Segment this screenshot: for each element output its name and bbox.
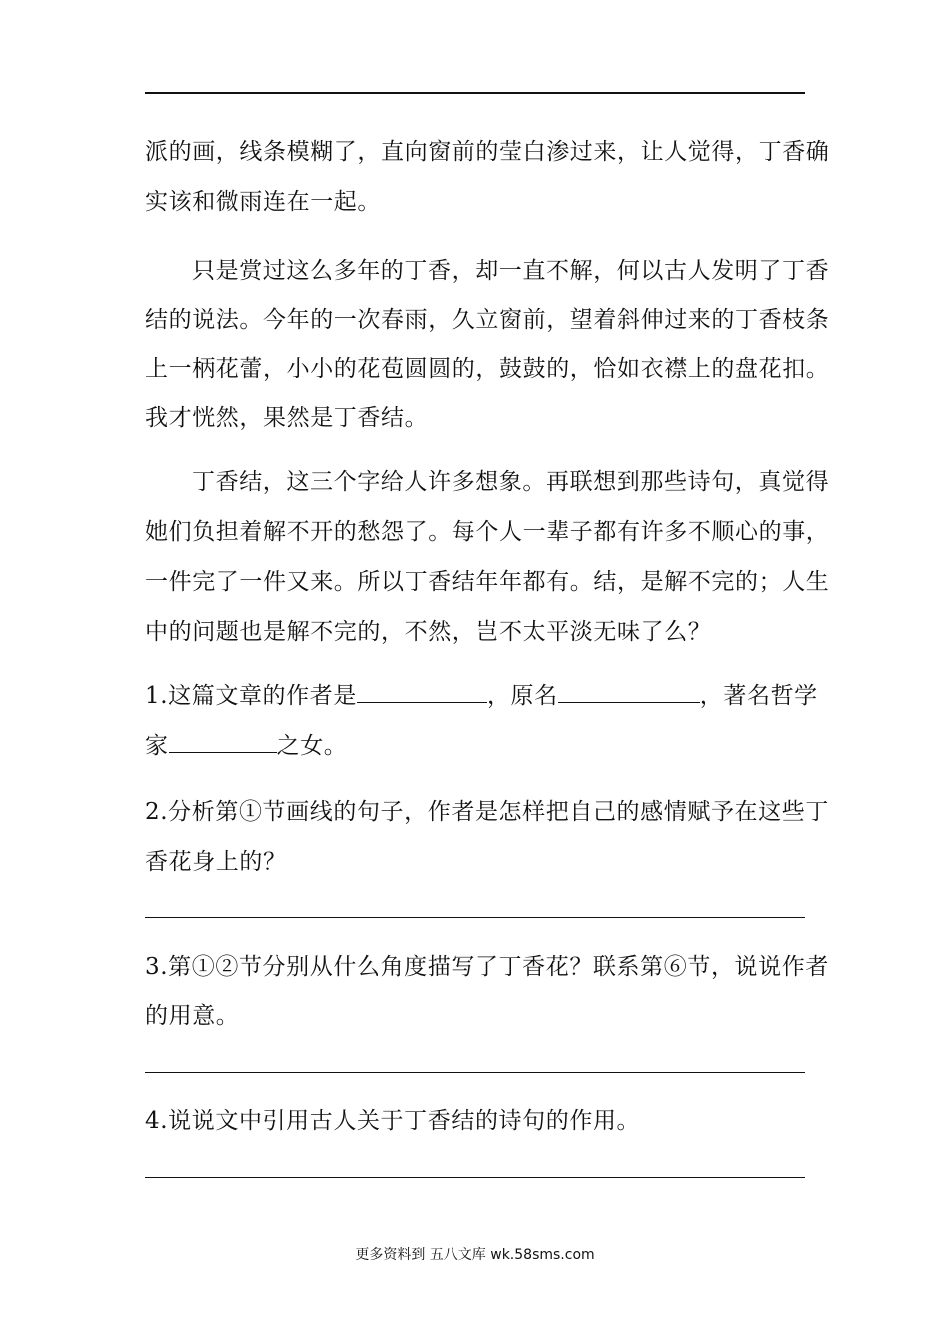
passage-line: 她们负担着解不开的愁怨了。每个人一辈子都有许多不顺心的事， xyxy=(145,519,830,545)
original-name-blank[interactable] xyxy=(558,682,700,703)
passage-line: 实该和微雨连在一起。 xyxy=(145,189,381,215)
philosopher-blank[interactable] xyxy=(169,732,277,753)
passage-line: 一件完了一件又来。所以丁香结年年都有。结，是解不完的；人生 xyxy=(145,569,830,595)
question-text: 1.这篇文章的作者是 xyxy=(145,683,357,709)
question-text: ，著名哲学 xyxy=(699,683,818,709)
question-text: ，原名 xyxy=(486,683,558,709)
passage-line: 我才恍然，果然是丁香结。 xyxy=(145,405,429,431)
answer-line-q3[interactable] xyxy=(145,1072,805,1073)
passage-line: 上一柄花蕾，小小的花苞圆圆的，鼓鼓的，恰如衣襟上的盘花扣。 xyxy=(145,356,830,382)
question-text: 家 xyxy=(145,733,169,759)
answer-line-q4[interactable] xyxy=(145,1177,805,1178)
question-text: 之女。 xyxy=(276,733,348,759)
passage-line: 丁香结，这三个字给人许多想象。再联想到那些诗句，真觉得 xyxy=(192,469,830,495)
question-1-cont xyxy=(145,731,810,761)
answer-line-q2[interactable] xyxy=(145,917,805,918)
question-2: 2.分析第①节画线的句子，作者是怎样把自己的感情赋予在这些丁 xyxy=(145,799,829,825)
question-2-cont: 香花身上的？ xyxy=(145,849,287,875)
author-blank[interactable] xyxy=(357,682,487,703)
passage-line: 结的说法。今年的一次春雨，久立窗前，望着斜伸过来的丁香枝条 xyxy=(145,307,830,333)
footer-link[interactable]: 更多资料到 五八文库 wk.58sms.com xyxy=(355,1247,595,1263)
passage-line: 中的问题也是解不完的，不然，岂不太平淡无味了么？ xyxy=(145,619,712,645)
question-4: 4.说说文中引用古人关于丁香结的诗句的作用。 xyxy=(145,1108,641,1134)
header-rule xyxy=(145,92,805,94)
question-3: 3.第①②节分别从什么角度描写了丁香花？联系第⑥节，说说作者 xyxy=(145,954,829,980)
passage-line: 派的画，线条模糊了，直向窗前的莹白渗过来，让人觉得，丁香确 xyxy=(145,139,830,165)
question-1 xyxy=(145,681,818,711)
question-3-cont: 的用意。 xyxy=(145,1003,240,1029)
passage-line: 只是赏过这么多年的丁香，却一直不解，何以古人发明了丁香 xyxy=(192,258,830,284)
